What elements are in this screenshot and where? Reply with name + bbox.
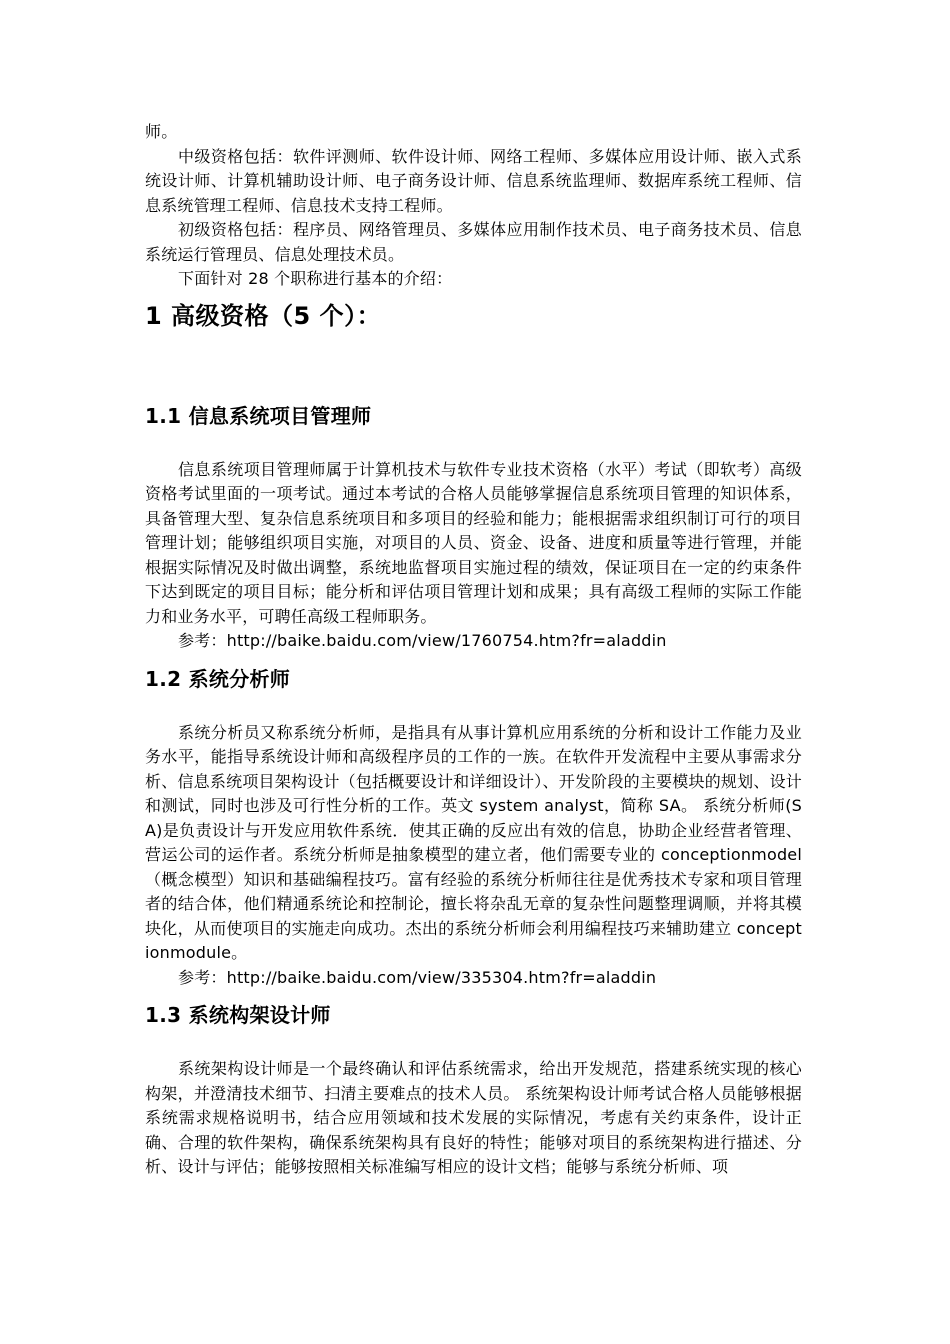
- intro-paragraph-junior: 初级资格包括：程序员、网络管理员、多媒体应用制作技术员、电子商务技术员、信息系统运行管理员、信息处理技术员。: [145, 220, 802, 264]
- subsection-body-1-1: 信息系统项目管理师属于计算机技术与软件专业技术资格（水平）考试（即软考）高级资格考试里面的一项考试。通过本考试的合格人员能够掌握信息系统项目管理的知识体系，具备管理大型、复杂信息系统项目和多项目的经验和能力；能根据需求组织制订可行的项目管理计划；能够组织项目实施，对项目的人员、资金、设备、进度和质量等进行管理，并能根据实际情况及时做出调整，系统地监督项目实施过程的绩效，保证项目在一定的约束条件下达到既定的项目目标；能分析和评估项目管理计划和成果；具有高级工程师的实际工作能力和业务水平，可聘任高级工程师职务。: [145, 459, 802, 626]
- intro-continuation: 师。: [145, 122, 178, 141]
- subsection-body-1-2: 系统分析员又称系统分析师，是指具有从事计算机应用系统的分析和设计工作能力及业务水平，能指导系统设计师和高级程序员的工作的一族。在软件开发流程中主要从事需求分析、信息系统项目架构设计（包括概要设计和详细设计）、开发阶段的主要模块的规划、设计和测试，同时也涉及可行性分析的工作。英文 system analyst，简称 SA。 系统分析师(SA)是负责设计与开发应用软件系统．使其正确的反应出有效的信息，协助企业经营者管理、营运公司的运作者。系统分析师是抽象模型的建立者，他们需要专业的 conceptionmodel（概念模型）知识和基础编程技巧。富有经验的系统分析师往往是优秀技术专家和项目管理者的结合体，他们精通系统论和控制论，擅长将杂乱无章的复杂性问题整理调顺，并将其模块化，从而使项目的实施走向成功。杰出的系统分析师会利用编程技巧来辅助建立 conceptionmodule。: [145, 722, 802, 962]
- subsection-heading-1-3: 1.3 系统构架设计师: [145, 1003, 331, 1027]
- subsection-body-1-3: 系统架构设计师是一个最终确认和评估系统需求，给出开发规范，搭建系统实现的核心构架，并澄清技术细节、扫清主要难点的技术人员。 系统架构设计师考试合格人员能够根据系统需求规格说明书，结合应用领域和技术发展的实际情况，考虑有关约束条件，设计正确、合理的软件架构，确保系统架构具有良好的特性；能够对项目的系统架构进行描述、分析、设计与评估；能够按照相关标准编写相应的设计文档；能够与系统分析师、项: [145, 1059, 802, 1176]
- reference-link-1-2[interactable]: 参考：http://baike.baidu.com/view/335304.htm?fr=aladdin: [178, 967, 657, 987]
- intro-paragraph-intermediate: 中级资格包括：软件评测师、软件设计师、网络工程师、多媒体应用设计师、嵌入式系统设计师、计算机辅助设计师、电子商务设计师、信息系统监理师、数据库系统工程师、信息系统管理工程师、信息技术支持工程师。: [145, 146, 802, 215]
- subsection-heading-1-1: 1.1 信息系统项目管理师: [145, 403, 372, 428]
- intro-paragraph-overview: 下面针对 28 个职称进行基本的介绍：: [178, 269, 453, 288]
- reference-link-1-1[interactable]: 参考：http://baike.baidu.com/view/1760754.htm?fr=aladdin: [178, 631, 667, 650]
- section-heading-senior: 1 高级资格（5 个）：: [145, 301, 382, 330]
- document-page: [145, 120, 802, 1180]
- subsection-heading-1-2: 1.2 系统分析师: [145, 666, 291, 691]
